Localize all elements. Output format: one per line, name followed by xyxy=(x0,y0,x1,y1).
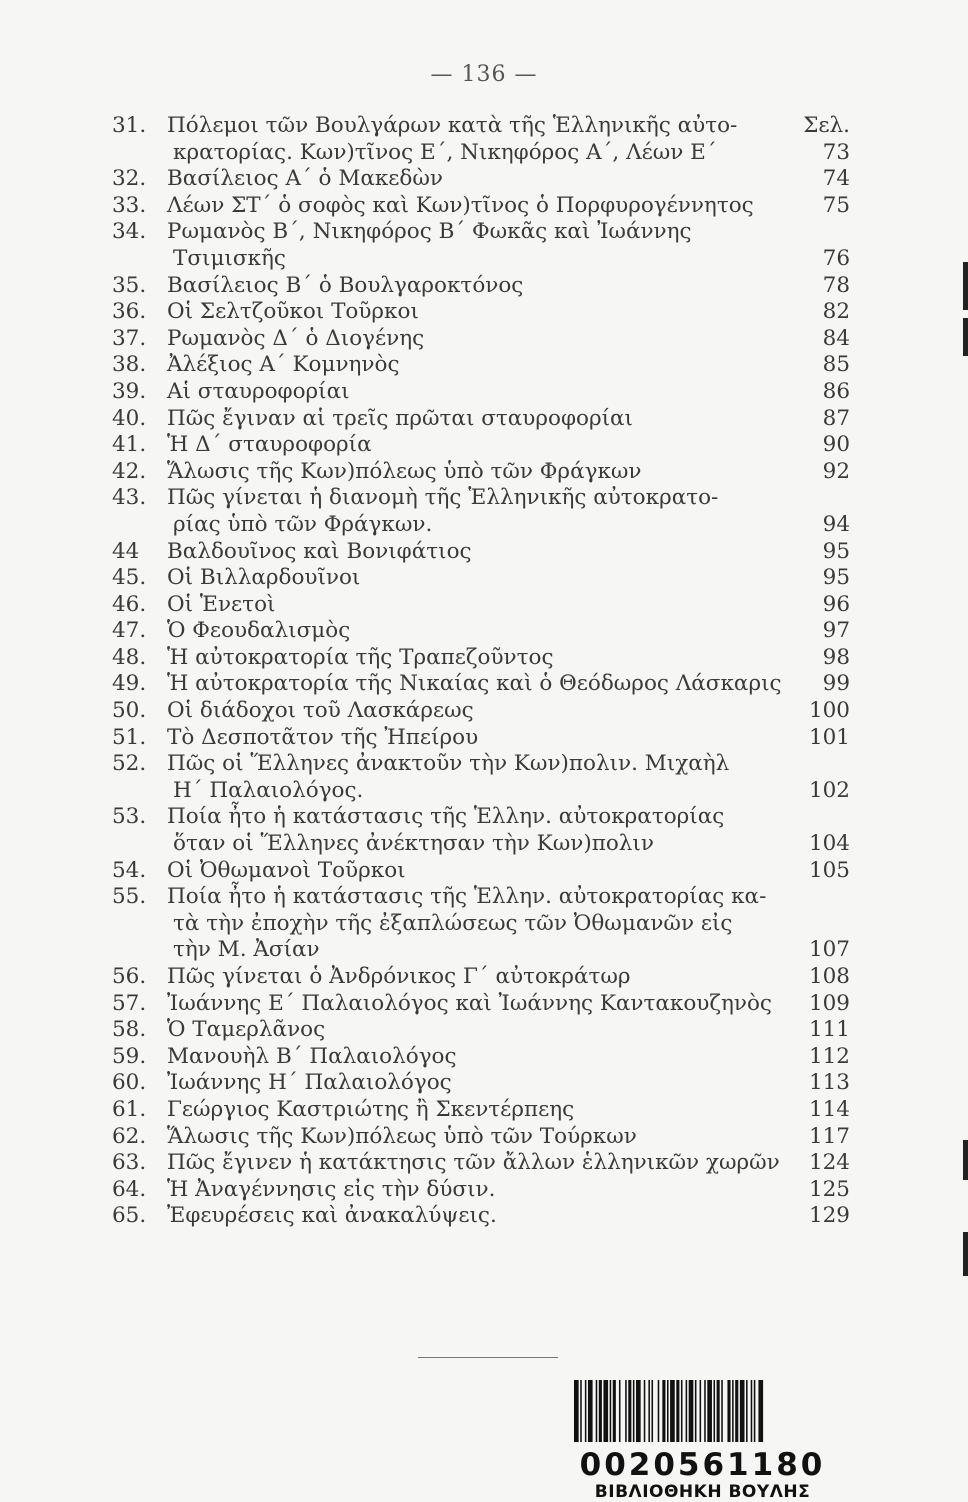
entry-title: Οἱ διάδοχοι τοῦ Λασκάρεως xyxy=(167,698,474,724)
toc-entry-continuation xyxy=(112,778,850,805)
entry-title: Ἐφευρέσεις καὶ ἀνακαλύψεις. xyxy=(167,1203,497,1229)
entry-number: 49. xyxy=(112,671,147,697)
barcode-bar xyxy=(613,1380,616,1442)
toc-entry-line xyxy=(112,645,850,672)
toc-entry xyxy=(112,1097,850,1124)
entry-number: 59. xyxy=(112,1043,147,1069)
barcode-bar xyxy=(758,1380,763,1442)
entry-page-number: 125 xyxy=(808,1176,850,1202)
entry-title: Βασίλειος Α΄ ὁ Μακεδὼν xyxy=(167,166,443,192)
entry-page-number: 76 xyxy=(822,245,850,271)
entry-title: Οἱ Ἑνετοὶ xyxy=(167,591,276,617)
toc-entry xyxy=(112,698,850,725)
entry-number: 55. xyxy=(112,884,147,910)
barcode-bar xyxy=(676,1380,679,1442)
barcode-bar xyxy=(574,1380,579,1442)
entry-title: Ἰωάννης Η΄ Παλαιολόγος xyxy=(167,1070,452,1096)
toc-entry xyxy=(112,671,850,698)
entry-page-number: 95 xyxy=(822,538,850,564)
toc-entry-line xyxy=(112,432,850,459)
toc-entry xyxy=(112,858,850,885)
entry-number: 34. xyxy=(112,219,147,245)
toc-entry-continuation xyxy=(112,831,850,858)
entry-number: 47. xyxy=(112,618,147,644)
toc-entry-line xyxy=(112,1203,850,1230)
entry-page-number: 107 xyxy=(808,937,850,963)
toc-entry xyxy=(112,725,850,752)
toc-entry-line xyxy=(112,326,850,353)
toc-entry-line xyxy=(112,618,850,645)
entry-title: Βαλδουῖνος καὶ Βονιφάτιος xyxy=(167,538,472,564)
toc-entry-line xyxy=(112,991,850,1018)
entry-title: Ἅλωσις τῆς Κων)πόλεως ὑπὸ τῶν Τούρκων xyxy=(167,1123,637,1149)
barcode-bar xyxy=(704,1380,706,1442)
barcode-bar xyxy=(695,1380,697,1442)
toc-entry xyxy=(112,1044,850,1071)
toc-entry xyxy=(112,219,850,272)
entry-page-number: 100 xyxy=(808,698,850,724)
entry-number: 46. xyxy=(112,591,147,617)
barcode-bar xyxy=(667,1380,669,1442)
entry-page-number: 87 xyxy=(822,405,850,431)
toc-entry-line xyxy=(112,193,850,220)
toc-entry xyxy=(112,326,850,353)
entry-number: 53. xyxy=(112,804,147,830)
entry-page-number: 78 xyxy=(822,272,850,298)
entry-page-number: 92 xyxy=(822,458,850,484)
entry-title: Ὁ Φεουδαλισμὸς xyxy=(167,618,351,644)
entry-page-number: 97 xyxy=(822,618,850,644)
barcode-bar xyxy=(619,1380,621,1442)
entry-page-number: 86 xyxy=(822,378,850,404)
toc-entry-line xyxy=(112,1017,850,1044)
barcode-bar xyxy=(732,1380,734,1442)
table-of-contents xyxy=(112,113,850,1230)
barcode-bar xyxy=(714,1380,716,1442)
entry-number: 57. xyxy=(112,990,147,1016)
toc-entry xyxy=(112,1070,850,1097)
toc-entry-line xyxy=(112,1177,850,1204)
entry-title: Ποία ἦτο ἡ κατάστασις τῆς Ἑλλην. αὐτοκρατορίας κα- xyxy=(167,884,767,910)
barcode-bar xyxy=(754,1380,756,1442)
entry-page-number: 98 xyxy=(822,644,850,670)
toc-entry-line xyxy=(112,884,850,911)
barcode-bar xyxy=(625,1380,627,1442)
barcode-bar xyxy=(610,1380,612,1442)
entry-number: 52. xyxy=(112,751,147,777)
entry-title: Ἅλωσις τῆς Κων)πόλεως ὑπὸ τῶν Φράγκων xyxy=(167,458,642,484)
toc-entry-line xyxy=(112,113,850,140)
toc-entry-continuation xyxy=(112,911,850,938)
barcode-bar xyxy=(700,1380,702,1442)
entry-page-number: 105 xyxy=(808,857,850,883)
closing-rule xyxy=(418,1357,558,1358)
scan-edge-mark xyxy=(963,1140,968,1180)
toc-entry xyxy=(112,645,850,672)
toc-entry xyxy=(112,113,850,166)
entry-title: Λέων ΣΤ΄ ὁ σοφὸς καὶ Κων)τῖνος ὁ Πορφυρογέννητος xyxy=(167,192,754,218)
toc-entry xyxy=(112,565,850,592)
barcode-bar xyxy=(603,1380,608,1442)
entry-title: Ἡ Δ΄ σταυροφορία xyxy=(167,432,372,458)
entry-title: Οἱ Ὀθωμανοὶ Τοῦρκοι xyxy=(167,857,406,883)
entry-title: Πῶς γίνεται ὁ Ἀνδρόνικος Γ΄ αὐτοκράτωρ xyxy=(167,964,631,989)
entry-page-number: 84 xyxy=(822,325,850,351)
toc-entry-line xyxy=(112,166,850,193)
toc-entry-line xyxy=(112,671,850,698)
entry-page-number: 73 xyxy=(822,139,850,165)
barcode-bar xyxy=(628,1380,631,1442)
barcode-bar xyxy=(670,1380,675,1442)
entry-page-number: 75 xyxy=(822,192,850,218)
scan-edge-mark xyxy=(963,262,968,310)
toc-entry xyxy=(112,592,850,619)
entry-number: 39. xyxy=(112,378,147,404)
barcode-bar xyxy=(721,1380,723,1442)
toc-entry xyxy=(112,379,850,406)
entry-title: Ρωμανὸς Β΄, Νικηφόρος Β΄ Φωκᾶς καὶ Ἰωάννης xyxy=(167,219,692,245)
entry-title: Πῶς οἱ Ἕλληνες ἀνακτοῦν τὴν Κων)πολιν. Μιχαὴλ xyxy=(167,751,730,777)
entry-page-number: 90 xyxy=(822,432,850,458)
toc-entry-line xyxy=(112,592,850,619)
entry-number: 58. xyxy=(112,1017,147,1043)
entry-page-number: 112 xyxy=(808,1043,850,1069)
scan-edge-mark xyxy=(963,318,968,356)
library-label: ΒΙΒΛΙΟΘΗΚΗ ΒΟΥΛΗΣ xyxy=(594,1482,811,1502)
entry-number: 36. xyxy=(112,299,147,325)
entry-page-number: 94 xyxy=(822,511,850,537)
toc-entry-continuation xyxy=(112,246,850,273)
barcode-bar xyxy=(707,1380,712,1442)
toc-entry-line xyxy=(112,565,850,592)
entry-title: Βασίλειος Β΄ ὁ Βουλγαροκτόνος xyxy=(167,272,524,298)
toc-entry-line xyxy=(112,459,850,486)
barcode-bar xyxy=(652,1380,654,1442)
toc-entry-line xyxy=(112,299,850,326)
barcode-bar xyxy=(740,1380,745,1442)
barcode-bar xyxy=(658,1380,660,1442)
toc-entry-continuation xyxy=(112,512,850,539)
entry-number: 56. xyxy=(112,964,147,989)
entry-number: 41. xyxy=(112,432,147,458)
entry-page-number: 109 xyxy=(808,990,850,1016)
entry-title: Τσιμισκῆς xyxy=(173,245,286,271)
toc-entry-line xyxy=(112,725,850,752)
toc-entry xyxy=(112,539,850,566)
barcode-bar xyxy=(735,1380,738,1442)
barcode-bar xyxy=(585,1380,587,1442)
toc-entry-line xyxy=(112,698,850,725)
toc-entry xyxy=(112,804,850,857)
entry-title: Ἡ αὐτοκρατορία τῆς Τραπεζοῦντος xyxy=(167,644,554,670)
barcode-bar xyxy=(636,1380,641,1442)
entry-title: Γεώργιος Καστριώτης ἢ Σκεντέρπεης xyxy=(167,1096,575,1122)
entry-number: 40. xyxy=(112,405,147,431)
entry-number: 51. xyxy=(112,724,147,750)
entry-number: 33. xyxy=(112,192,147,218)
entry-page-number: 114 xyxy=(808,1096,850,1122)
barcode-bar xyxy=(689,1380,694,1442)
barcode-number: 0020561180 xyxy=(579,1447,826,1483)
entry-number: 48. xyxy=(112,644,147,670)
toc-entry xyxy=(112,352,850,379)
toc-entry-line xyxy=(112,1097,850,1124)
entry-number: 43. xyxy=(112,485,147,511)
entry-title: Ἀλέξιος Α΄ Κομνηνὸς xyxy=(167,352,400,378)
entry-number: 44 xyxy=(112,538,140,564)
toc-entry xyxy=(112,751,850,804)
entry-title: ὅταν οἱ Ἕλληνες ἀνέκτησαν τὴν Κων)πολιν xyxy=(173,831,654,857)
entry-number: 31. xyxy=(112,113,147,138)
toc-entry xyxy=(112,432,850,459)
toc-entry-line xyxy=(112,379,850,406)
toc-entry-line xyxy=(112,1124,850,1151)
entry-page-number: 108 xyxy=(808,964,850,989)
entry-title: τὰ τὴν ἐποχὴν τῆς ἐξαπλώσεως τῶν Ὀθωμανῶν εἰς xyxy=(173,910,733,936)
entry-page-number: 129 xyxy=(808,1203,850,1229)
toc-entry xyxy=(112,299,850,326)
toc-entry xyxy=(112,193,850,220)
barcode-bar xyxy=(751,1380,753,1442)
entry-title: Οἱ Σελτζοῦκοι Τοῦρκοι xyxy=(167,299,419,325)
library-barcode-stamp xyxy=(570,1380,835,1502)
entry-title: Πῶς γίνεται ἡ διανομὴ τῆς Ἑλληνικῆς αὐτοκρατο- xyxy=(167,485,719,511)
toc-entry xyxy=(112,1150,850,1177)
entry-title: Πόλεμοι τῶν Βουλγάρων κατὰ τῆς Ἑλληνικῆς αὐτο- xyxy=(167,113,738,138)
entry-number: 35. xyxy=(112,272,147,298)
scan-edge-mark xyxy=(963,1232,968,1276)
toc-entry-line xyxy=(112,1070,850,1097)
barcode-bar xyxy=(580,1380,582,1442)
barcode-bar xyxy=(633,1380,635,1442)
entry-number: 60. xyxy=(112,1070,147,1096)
toc-entry-line xyxy=(112,964,850,991)
page-column-header: Σελ. xyxy=(803,113,850,138)
entry-page-number: 99 xyxy=(822,671,850,697)
barcode-bar xyxy=(596,1380,598,1442)
barcode-bar xyxy=(727,1380,730,1442)
entry-title: Πῶς ἔγινεν ἡ κατάκτησις τῶν ἄλλων ἑλληνικῶν χωρῶν xyxy=(167,1150,780,1176)
toc-entry-line xyxy=(112,804,850,831)
entry-number: 62. xyxy=(112,1123,147,1149)
entry-title: Πῶς ἔγιναν αἱ τρεῖς πρῶται σταυροφορίαι xyxy=(167,405,633,431)
barcode-bar xyxy=(746,1380,748,1442)
toc-entry-line xyxy=(112,219,850,246)
entry-number: 45. xyxy=(112,565,147,591)
toc-entry-line xyxy=(112,751,850,778)
toc-entry xyxy=(112,964,850,991)
entry-number: 61. xyxy=(112,1096,147,1122)
entry-number: 37. xyxy=(112,325,147,351)
entry-page-number: 96 xyxy=(822,591,850,617)
entry-number: 50. xyxy=(112,698,147,724)
entry-title: κρατορίας. Κων)τῖνος Ε΄, Νικηφόρος Α΄, Λέων Ε΄ xyxy=(173,139,717,165)
toc-entry-line xyxy=(112,1044,850,1071)
entry-page-number: 82 xyxy=(822,299,850,325)
entry-page-number: 102 xyxy=(808,777,850,803)
barcode-bar xyxy=(717,1380,720,1442)
entry-number: 54. xyxy=(112,857,147,883)
barcode-bar xyxy=(681,1380,683,1442)
toc-entry xyxy=(112,618,850,645)
entry-number: 42. xyxy=(112,458,147,484)
barcode-bar xyxy=(644,1380,646,1442)
toc-entry-line xyxy=(112,858,850,885)
entry-title: Η΄ Παλαιολόγος. xyxy=(173,777,364,803)
entry-number: 65. xyxy=(112,1203,147,1229)
toc-entry xyxy=(112,1124,850,1151)
toc-entry-line xyxy=(112,273,850,300)
entry-title: Ποία ἦτο ἡ κατάστασις τῆς Ἑλλην. αὐτοκρατορίας xyxy=(167,804,725,830)
entry-title: Αἱ σταυροφορίαι xyxy=(167,378,350,404)
entry-page-number: 111 xyxy=(808,1017,850,1043)
entry-title: Ὁ Ταμερλᾶνος xyxy=(167,1017,326,1043)
entry-number: 63. xyxy=(112,1150,147,1176)
entry-page-number: 95 xyxy=(822,565,850,591)
toc-entry xyxy=(112,991,850,1018)
barcode-bar xyxy=(588,1380,593,1442)
entry-title: Μανουὴλ Β΄ Παλαιολόγος xyxy=(167,1043,457,1069)
entry-title: Ἰωάννης Ε΄ Παλαιολόγος καὶ Ἰωάννης Καντακουζηνὸς xyxy=(167,990,772,1016)
toc-entry xyxy=(112,406,850,433)
toc-entry-line xyxy=(112,406,850,433)
entry-page-number: 101 xyxy=(808,724,850,750)
entry-title: Τὸ Δεσποτᾶτον τῆς Ἠπείρου xyxy=(167,724,479,750)
toc-entry-line xyxy=(112,485,850,512)
page-number: — 136 — xyxy=(430,62,538,87)
toc-entry-continuation xyxy=(112,140,850,167)
entry-number: 32. xyxy=(112,166,147,192)
toc-entry xyxy=(112,166,850,193)
entry-number: 38. xyxy=(112,352,147,378)
toc-entry-line xyxy=(112,539,850,566)
toc-entry xyxy=(112,1203,850,1230)
toc-entry xyxy=(112,1177,850,1204)
entry-page-number: 85 xyxy=(822,352,850,378)
entry-page-number: 117 xyxy=(808,1123,850,1149)
entry-number: 64. xyxy=(112,1176,147,1202)
entry-page-number: 113 xyxy=(808,1070,850,1096)
toc-entry-line xyxy=(112,1150,850,1177)
entry-page-number: 74 xyxy=(822,166,850,192)
toc-entry xyxy=(112,884,850,964)
entry-title: Ρωμανὸς Δ΄ ὁ Διογένης xyxy=(167,325,425,351)
entry-page-number: 124 xyxy=(808,1150,850,1176)
barcode-bar xyxy=(686,1380,688,1442)
toc-entry xyxy=(112,1017,850,1044)
barcode-graphic xyxy=(574,1380,831,1442)
entry-title: Οἱ Βιλλαρδουῖνοι xyxy=(167,565,361,591)
toc-entry-continuation xyxy=(112,937,850,964)
entry-title: Ἡ Ἀναγέννησις εἰς τὴν δύσιν. xyxy=(167,1176,496,1202)
entry-title: τὴν Μ. Ἀσίαν xyxy=(173,937,320,963)
entry-page-number: 104 xyxy=(808,831,850,857)
entry-title: ρίας ὑπὸ τῶν Φράγκων. xyxy=(173,511,433,537)
toc-entry xyxy=(112,459,850,486)
toc-entry-line xyxy=(112,352,850,379)
entry-title: Ἡ αὐτοκρατορία τῆς Νικαίας καὶ ὁ Θεόδωρος Λάσκαρις xyxy=(167,671,782,697)
barcode-bar xyxy=(648,1380,650,1442)
barcode-bar xyxy=(599,1380,602,1442)
toc-entry xyxy=(112,485,850,538)
barcode-bar xyxy=(662,1380,665,1442)
toc-entry xyxy=(112,273,850,300)
